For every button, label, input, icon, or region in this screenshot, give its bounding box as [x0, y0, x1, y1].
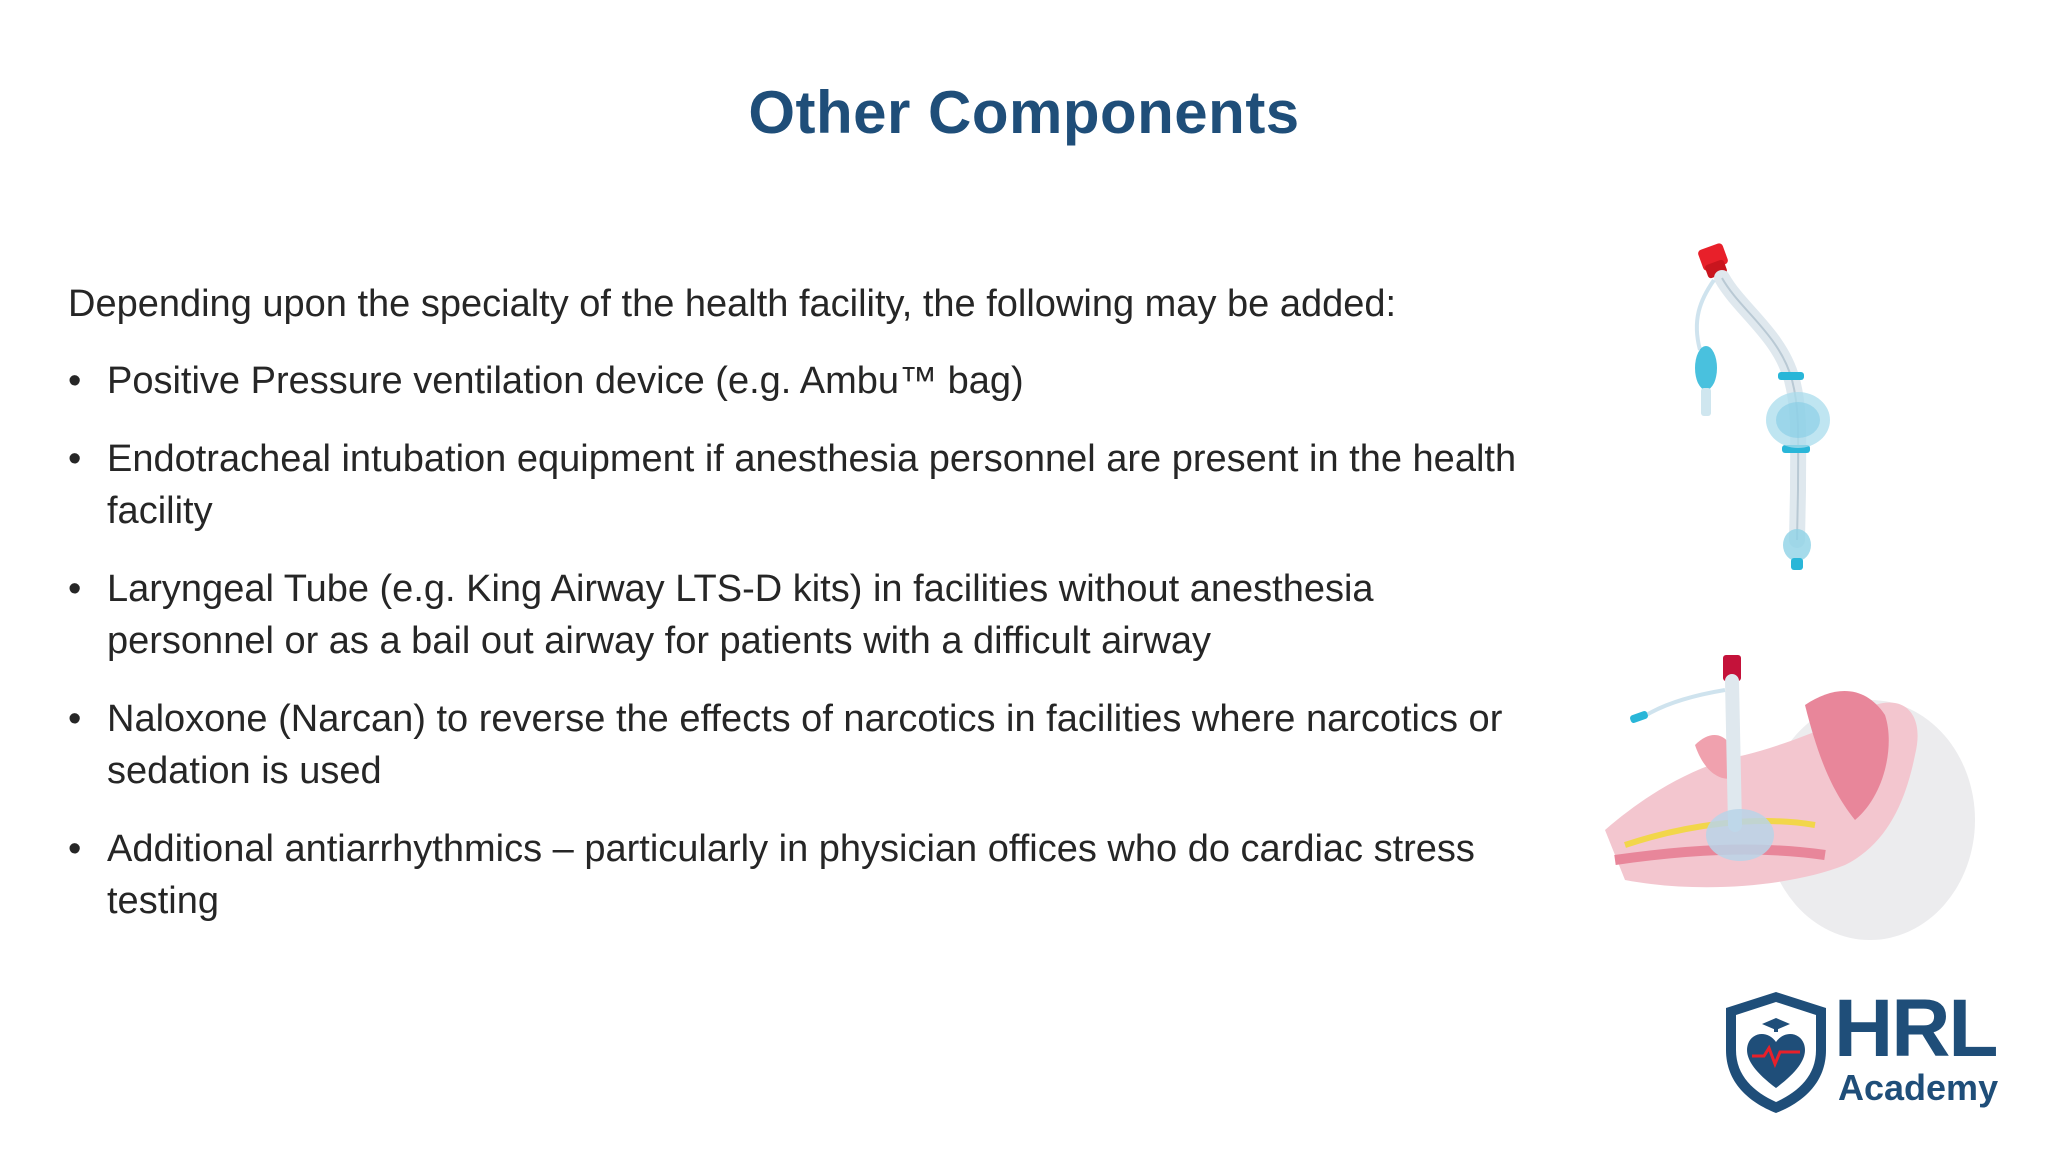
list-item	[68, 693, 1528, 797]
slide-title: Other Components	[748, 79, 1300, 146]
bullet-dot: •	[68, 568, 82, 610]
list-item-text: Positive Pressure ventilation device (e.g. Ambu™ bag)	[107, 360, 1024, 402]
list-item-text: Endotracheal intubation equipment if anesthesia personnel are present in the health facility	[107, 438, 1517, 532]
bullet-list	[68, 355, 1528, 927]
logo-wordmark: HRL	[1834, 983, 1997, 1074]
slide-body	[68, 278, 1528, 953]
list-item	[68, 563, 1528, 667]
bullet-dot: •	[68, 828, 82, 870]
list-item-text: Laryngeal Tube (e.g. King Airway LTS-D kits) in facilities without anesthesia personnel or as a bail out airway for patients with a difficult airway	[107, 568, 1374, 662]
laryngeal-tube-image	[1670, 240, 1890, 580]
bullet-dot: •	[68, 698, 82, 740]
list-item-text: Naloxone (Narcan) to reverse the effects of narcotics in facilities where narcotics or sedation is used	[107, 698, 1503, 792]
intro-text: Depending upon the specialty of the health facility, the following may be added:	[68, 283, 1397, 325]
bullet-dot: •	[68, 438, 82, 480]
list-item	[68, 823, 1528, 927]
shield-heart-icon	[1722, 990, 1830, 1115]
list-item	[68, 433, 1528, 537]
bullet-dot: •	[68, 360, 82, 402]
list-item	[68, 355, 1528, 407]
hrl-academy-logo	[1722, 983, 2012, 1115]
logo-subtitle: Academy	[1838, 1067, 1999, 1108]
airway-anatomy-image	[1585, 645, 1985, 945]
list-item-text: Additional antiarrhythmics – particularly in physician offices who do cardiac stress testing	[107, 828, 1475, 922]
